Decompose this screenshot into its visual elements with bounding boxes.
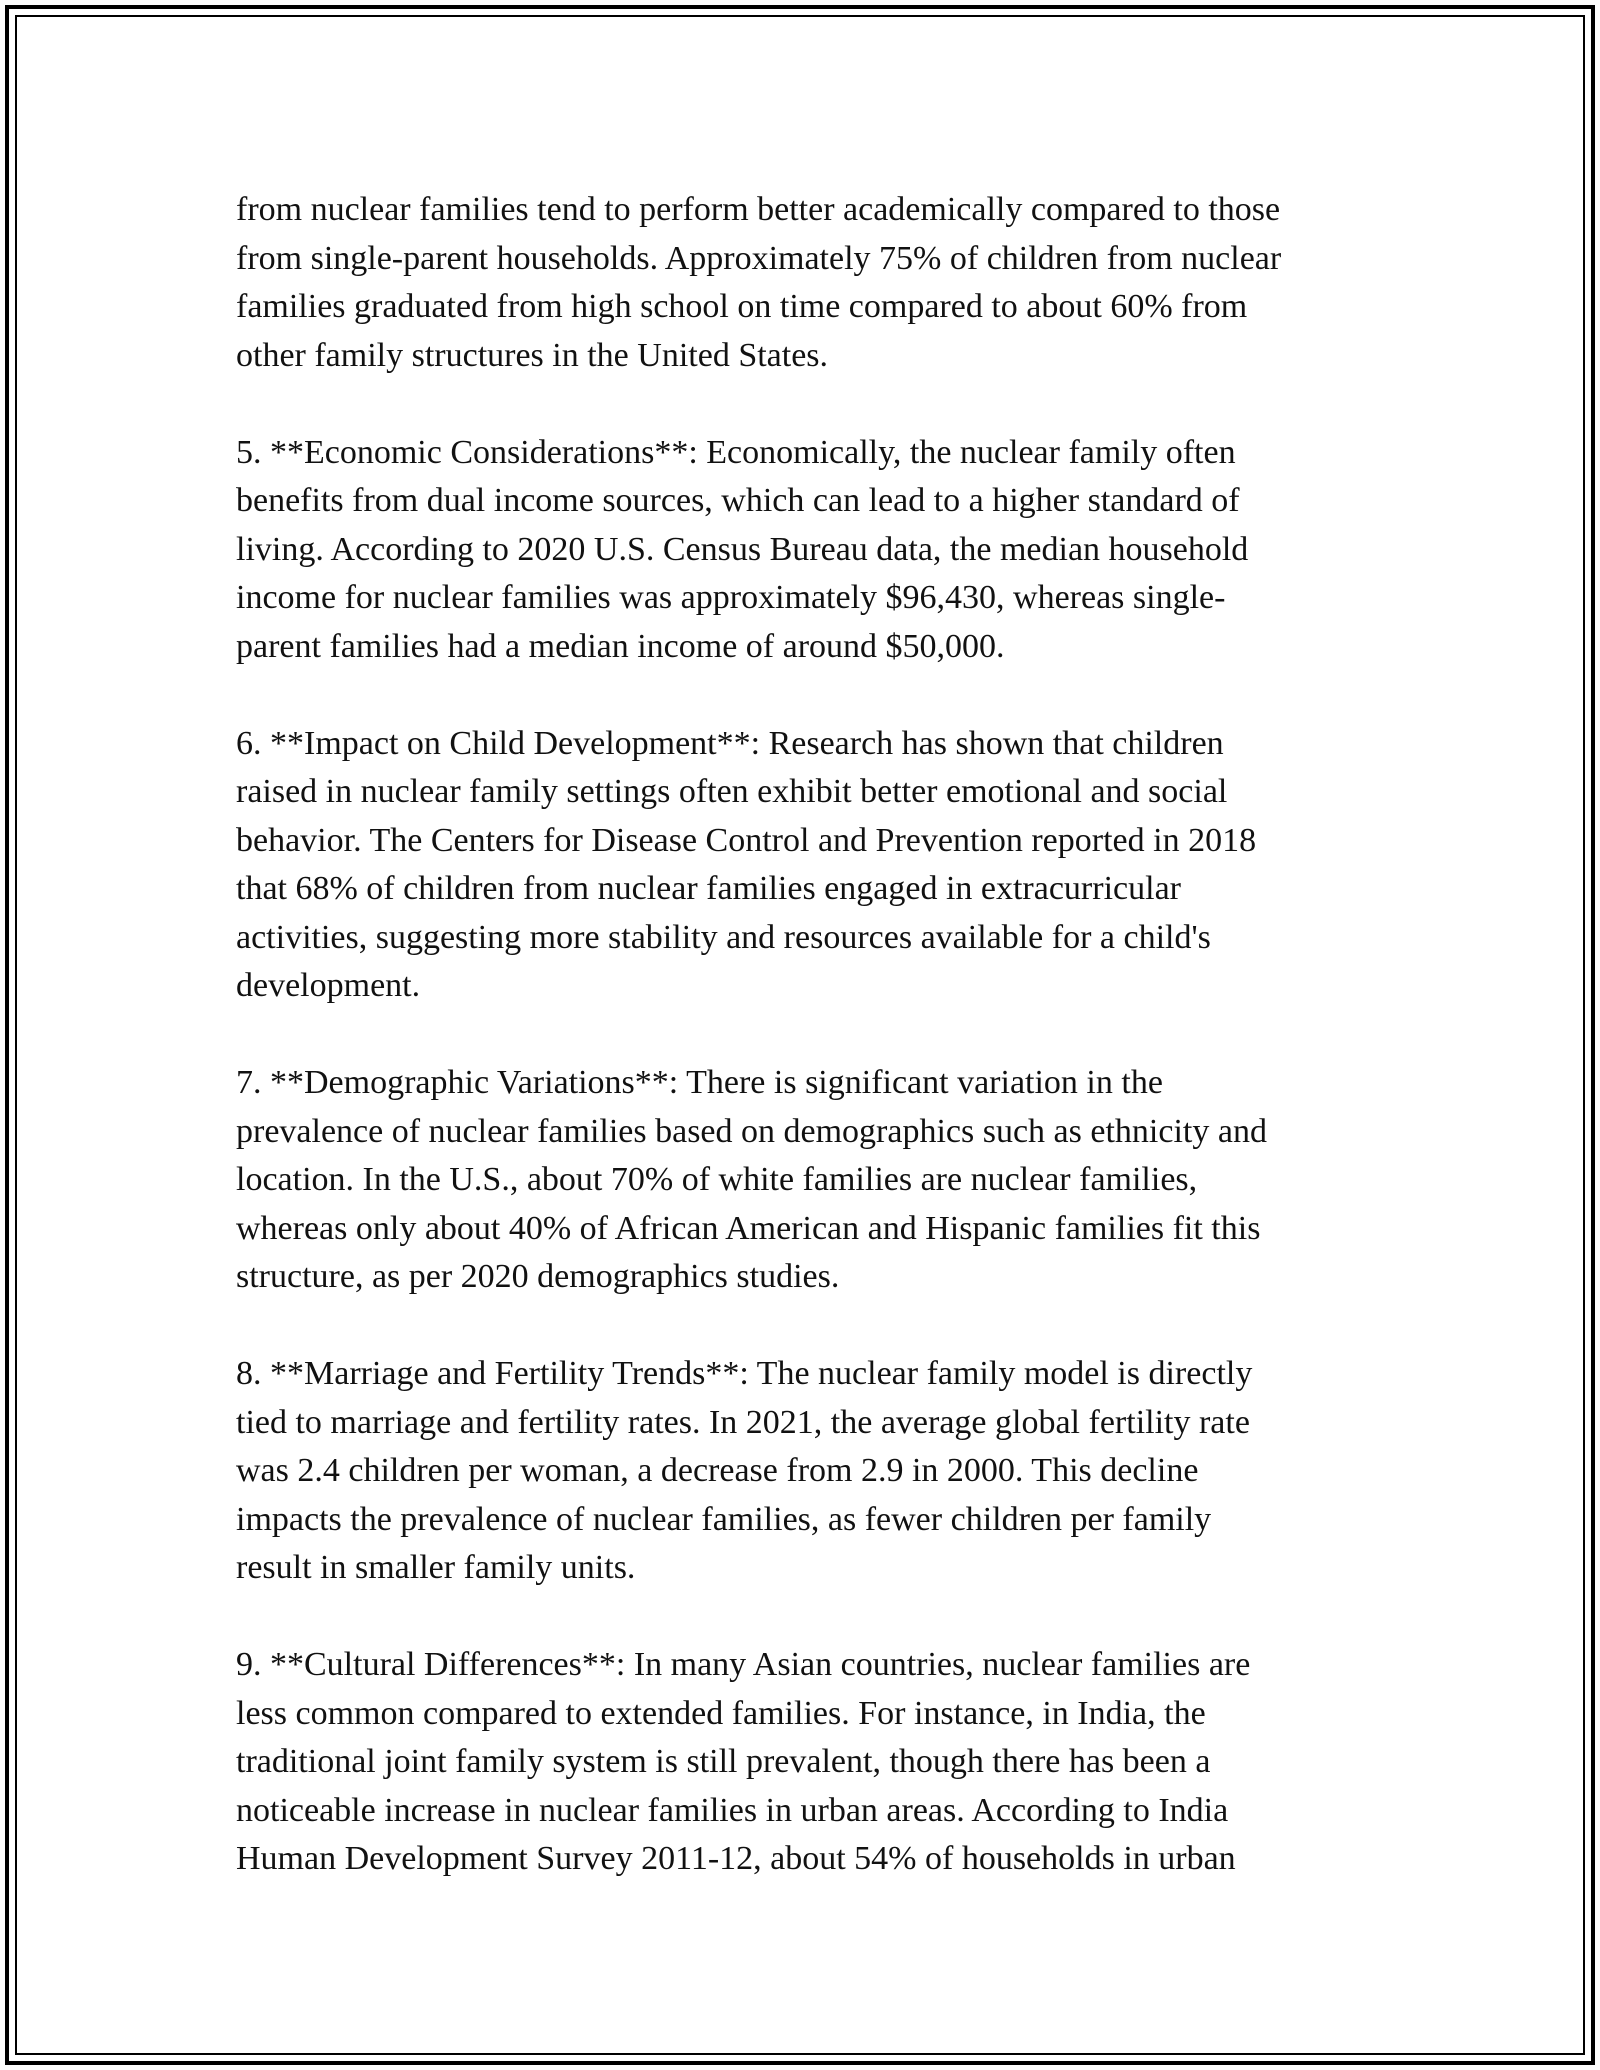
paragraph-line: 9. **Cultural Differences**: In many Asian countries, nuclear families are xyxy=(236,1646,1251,1683)
paragraph-line: was 2.4 children per woman, a decrease from 2.9 in 2000. This decline xyxy=(236,1452,1199,1489)
paragraph-line: living. According to 2020 U.S. Census Bureau data, the median household xyxy=(236,530,1249,568)
paragraph-child-development xyxy=(236,720,1386,1011)
paragraph-marriage-fertility-trends xyxy=(236,1350,1386,1593)
paragraph-demographic-variations xyxy=(236,1059,1386,1302)
paragraph-line: behavior. The Centers for Disease Control and Prevention reported in 2018 xyxy=(236,821,1257,859)
paragraph-line: noticeable increase in nuclear families in urban areas. According to India xyxy=(236,1791,1229,1829)
paragraph-line: 7. **Demographic Variations**: There is significant variation in the xyxy=(236,1064,1163,1101)
paragraph-line: prevalence of nuclear families based on demographics such as ethnicity and xyxy=(236,1112,1267,1150)
paragraph-line: structure, as per 2020 demographics studies. xyxy=(236,1258,840,1295)
paragraph-line: activities, suggesting more stability and resources available for a child's xyxy=(236,918,1211,956)
paragraph-line: parent families had a median income of around $50,000. xyxy=(236,627,1005,665)
paragraph-line: whereas only about 40% of African American and Hispanic families fit this xyxy=(236,1209,1261,1247)
paragraph-line: raised in nuclear family settings often exhibit better emotional and social xyxy=(236,773,1228,810)
paragraph-line: less common compared to extended families. For instance, in India, the xyxy=(236,1694,1206,1732)
paragraph-line: Human Development Survey 2011-12, about 54% of households in urban xyxy=(236,1840,1236,1877)
paragraph-economic-considerations xyxy=(236,429,1386,672)
paragraph-line: from single-parent households. Approximately 75% of children from nuclear xyxy=(236,239,1282,277)
paragraph-line: impacts the prevalence of nuclear families, as fewer children per family xyxy=(236,1500,1212,1538)
paragraph-line: from nuclear families tend to perform better academically compared to those xyxy=(236,191,1281,228)
paragraph-intro xyxy=(236,186,1386,380)
paragraph-line: location. In the U.S., about 70% of white families are nuclear families, xyxy=(236,1161,1198,1198)
paragraph-cultural-differences xyxy=(236,1641,1386,1884)
paragraph-line: 5. **Economic Considerations**: Economically, the nuclear family often xyxy=(236,433,1236,471)
paragraph-line: benefits from dual income sources, which can lead to a higher standard of xyxy=(236,482,1240,519)
paragraph-line: income for nuclear families was approximately $96,430, whereas single- xyxy=(236,579,1226,616)
paragraph-line: result in smaller family units. xyxy=(236,1549,636,1586)
paragraph-line: tied to marriage and fertility rates. In 2021, the average global fertility rate xyxy=(236,1403,1250,1441)
paragraph-line: traditional joint family system is still prevalent, though there has been a xyxy=(236,1743,1211,1780)
paragraph-line: other family structures in the United States. xyxy=(236,336,829,374)
paragraph-line: that 68% of children from nuclear families engaged in extracurricular xyxy=(236,870,1181,907)
paragraph-line: 8. **Marriage and Fertility Trends**: The nuclear family model is directly xyxy=(236,1355,1253,1392)
paragraph-line: development. xyxy=(236,967,421,1004)
paragraph-line: families graduated from high school on time compared to about 60% from xyxy=(236,288,1248,325)
document-body xyxy=(236,186,1386,1932)
paragraph-line: 6. **Impact on Child Development**: Research has shown that children xyxy=(236,724,1224,762)
